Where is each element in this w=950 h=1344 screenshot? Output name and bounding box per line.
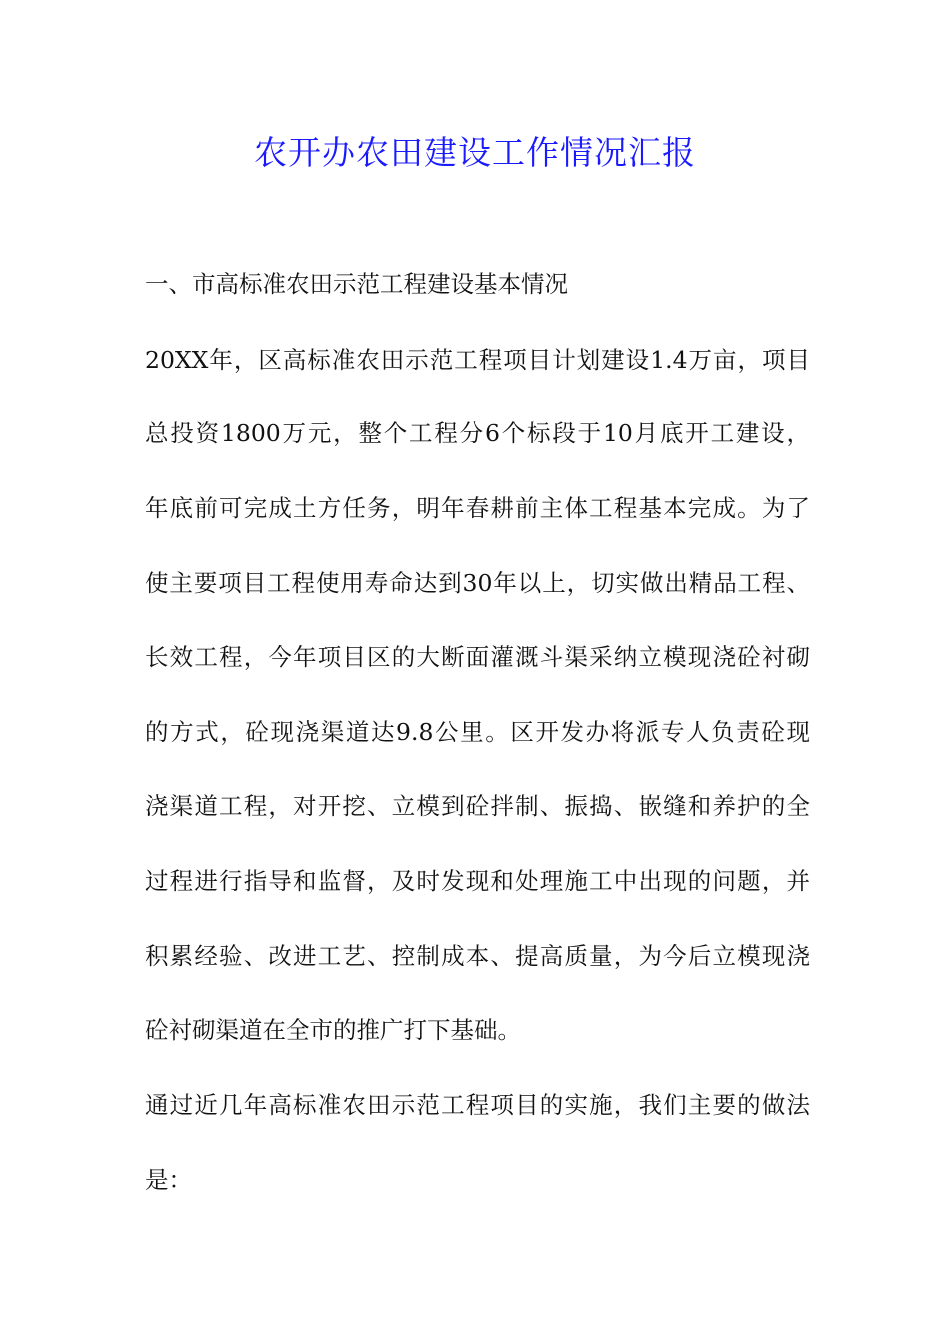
paragraph-line: 砼衬砌渠道在全市的推广打下基础。 (145, 1016, 521, 1044)
paragraph-line: 总投资1800万元，整个工程分6个标段于10月底开工建设， (145, 419, 810, 447)
paragraph-line: 是： (145, 1166, 192, 1194)
document-title: 农开办农田建设工作情况汇报 (254, 133, 696, 172)
paragraph-line: 通过近几年高标准农田示范工程项目的实施，我们主要的做法 (145, 1091, 810, 1119)
paragraph-line: 20XX年，区高标准农田示范工程项目计划建设1.4万亩，项目 (145, 346, 810, 374)
paragraph-line: 过程进行指导和监督，及时发现和处理施工中出现的问题，并 (145, 867, 810, 895)
paragraph-line: 积累经验、改进工艺、控制成本、提高质量，为今后立模现浇 (145, 942, 810, 970)
paragraph-line: 使主要项目工程使用寿命达到30年以上，切实做出精品工程、 (145, 569, 810, 597)
paragraph-line: 浇渠道工程，对开挖、立模到砼拌制、振捣、嵌缝和养护的全 (145, 792, 810, 820)
paragraph-line: 的方式，砼现浇渠道达9.8公里。区开发办将派专人负责砼现 (145, 718, 810, 746)
paragraph-line: 年底前可完成土方任务，明年春耕前主体工程基本完成。为了 (145, 494, 810, 522)
paragraph-line: 长效工程，今年项目区的大断面灌溉斗渠采纳立模现浇砼衬砌 (145, 643, 810, 671)
section-heading: 一、市高标准农田示范工程建设基本情况 (145, 270, 568, 298)
